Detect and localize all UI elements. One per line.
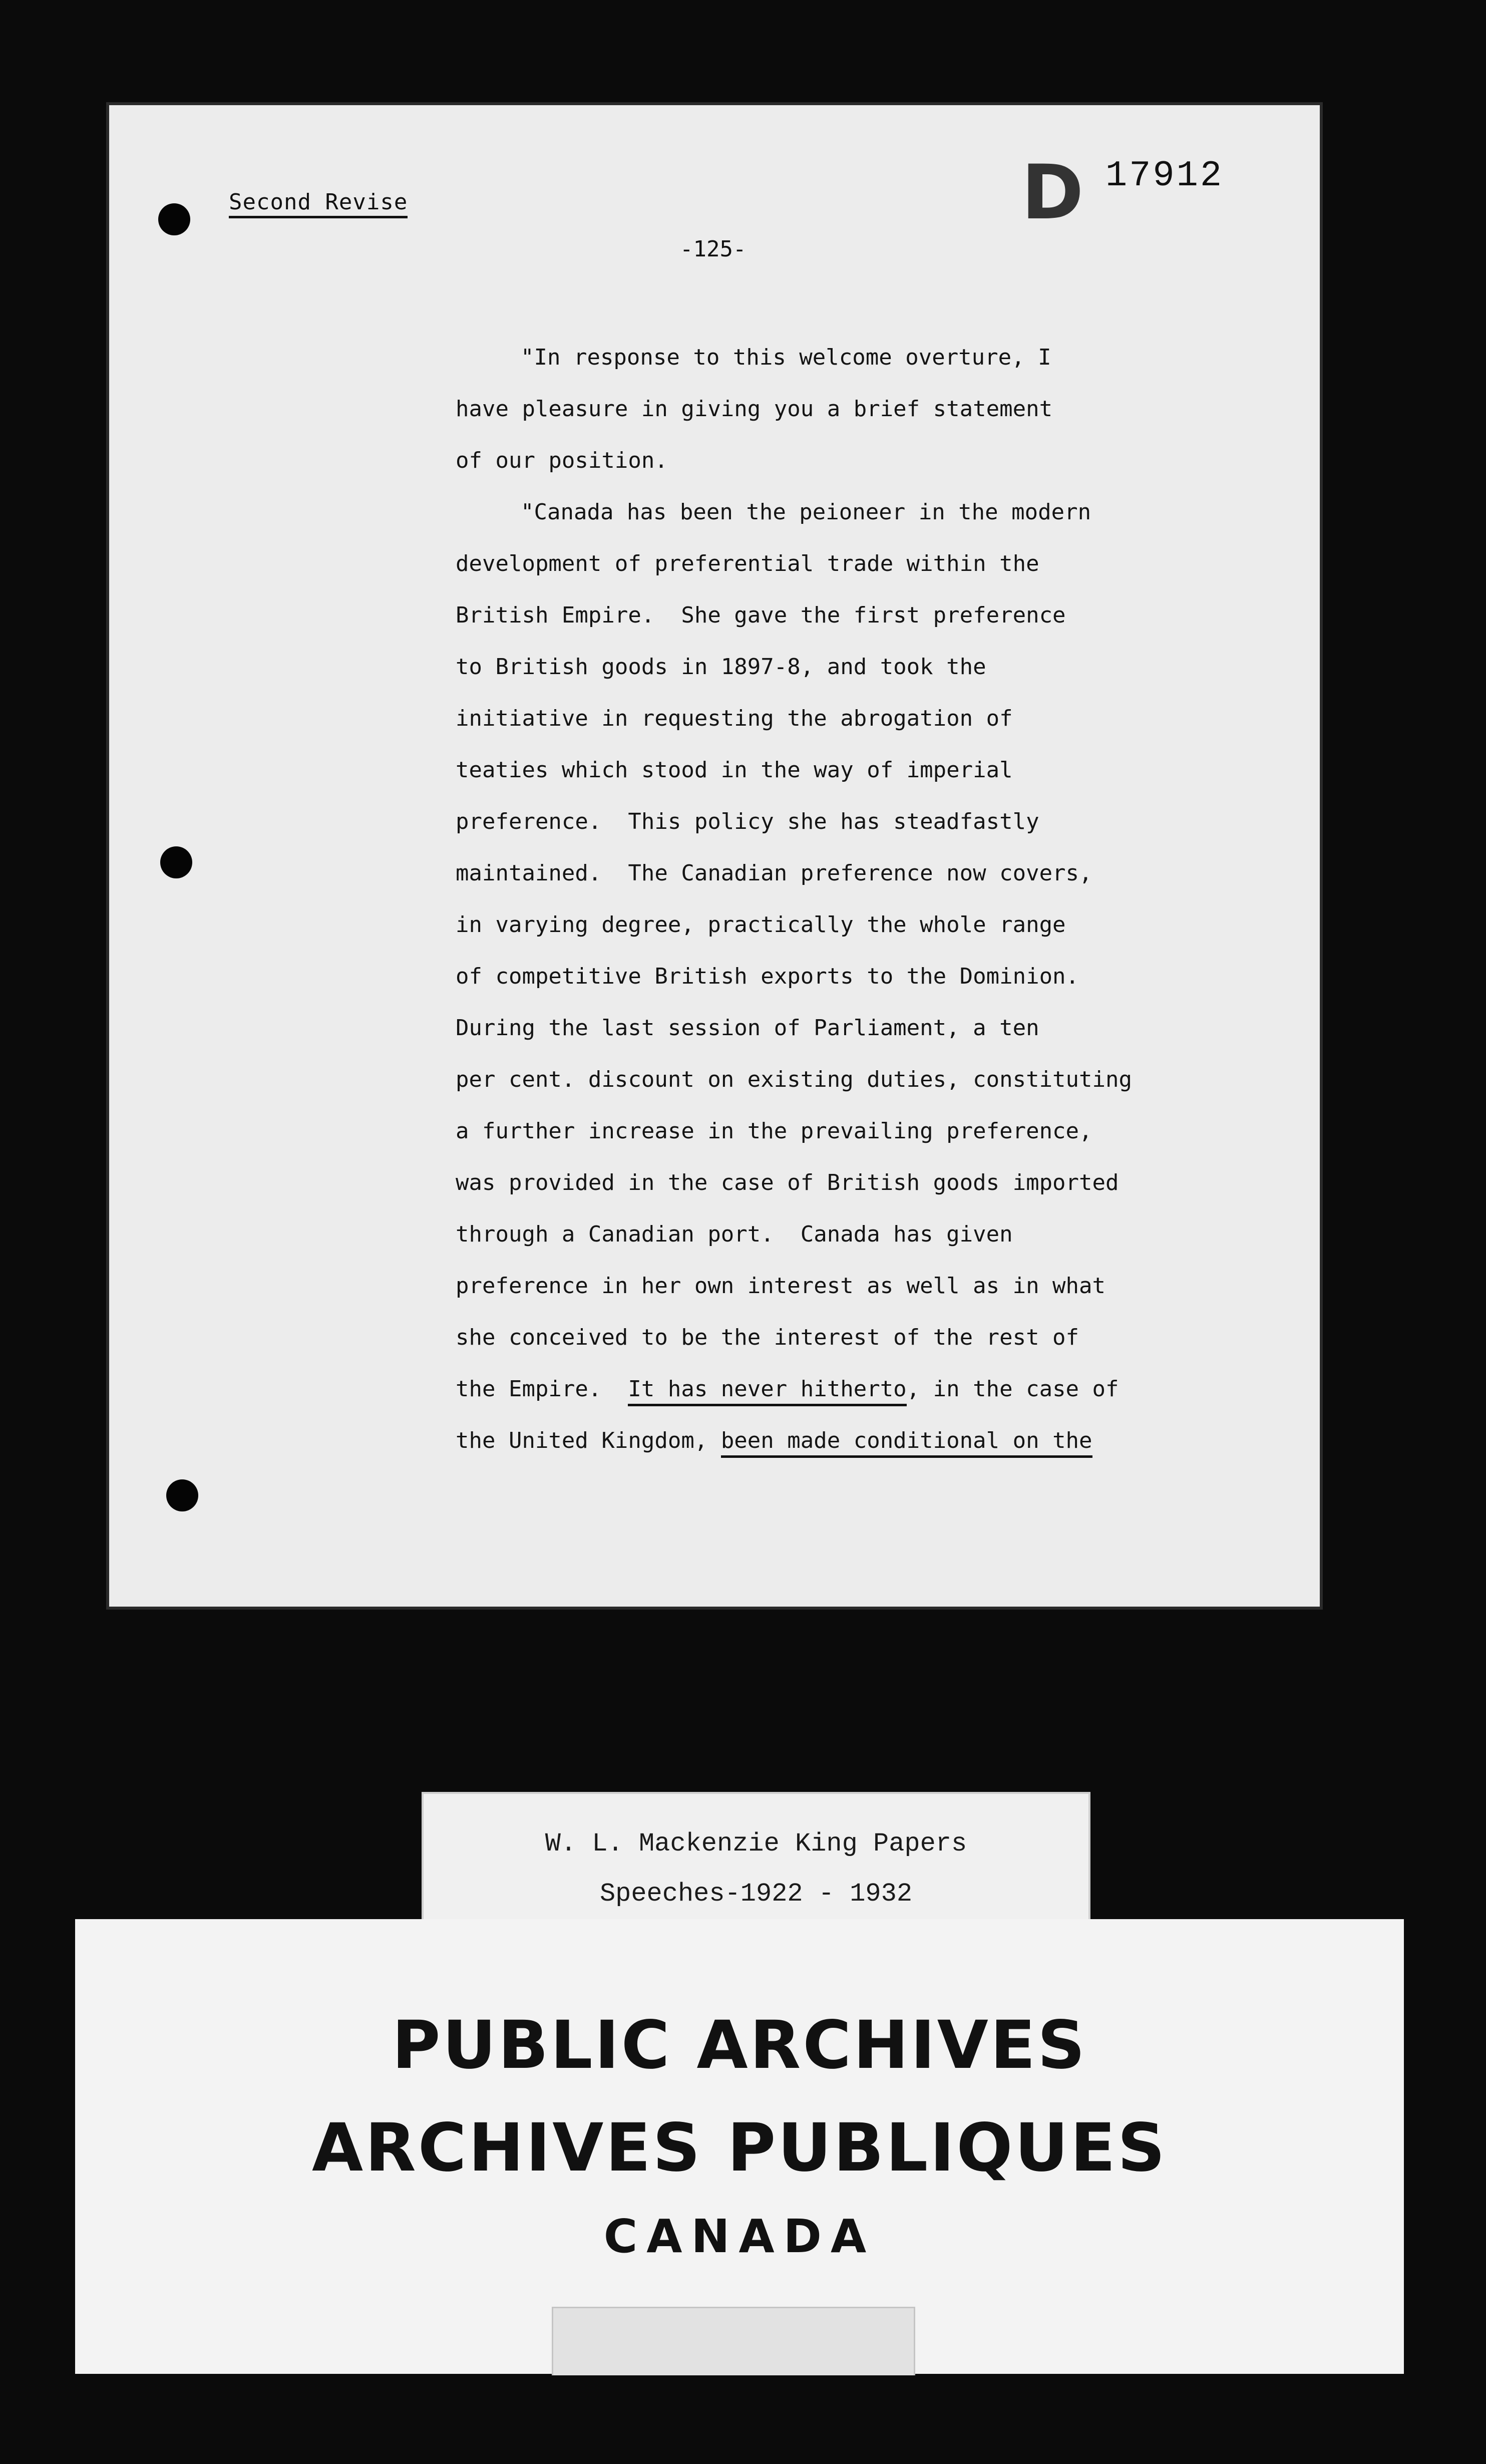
text-line: she conceived to be the interest of the rest of (456, 1325, 1079, 1350)
document-number: 17912 (1105, 155, 1224, 196)
text-line: During the last session of Parliament, a ten (456, 1015, 1039, 1041)
text-line: was provided in the case of British goods imported (456, 1170, 1119, 1195)
text-line-underlined (456, 1363, 1237, 1415)
collection-series: Speeches-1922 - 1932 (599, 1879, 913, 1909)
text-line: have pleasure in giving you a brief statement (456, 396, 1053, 422)
punch-hole-bottom (166, 1479, 198, 1511)
text-line: teaties which stood in the way of imperial (456, 757, 1013, 783)
text-line: "Canada has been the peioneer in the modern (521, 499, 1091, 525)
page-number: -125- (680, 236, 747, 262)
collection-name: W. L. Mackenzie King Papers (545, 1829, 967, 1859)
text-line: development of preferential trade within the (456, 551, 1039, 576)
typed-text-body (456, 332, 1237, 1466)
text-line: per cent. discount on existing duties, constituting (456, 1067, 1133, 1092)
text-line: of our position. (456, 448, 668, 473)
archives-country: CANADA (603, 2210, 876, 2263)
text-line: preference in her own interest as well as in what (456, 1273, 1106, 1299)
archives-card (75, 1919, 1404, 2374)
stamp-letter: D (1021, 149, 1084, 236)
card-tab (552, 2307, 915, 2375)
document-page (109, 105, 1320, 1607)
punch-hole-top (158, 203, 190, 235)
punch-hole-middle (160, 846, 192, 878)
text-line: maintained. The Canadian preference now covers, (456, 860, 1092, 886)
underlined-phrase: It has never hitherto (628, 1376, 906, 1406)
text-line: British Empire. She gave the first preference (456, 602, 1066, 628)
revise-label: Second Revise (229, 189, 408, 218)
text-line: of competitive British exports to the Dominion. (456, 964, 1079, 989)
text-line: a further increase in the prevailing preference, (456, 1118, 1092, 1144)
text-line: through a Canadian port. Canada has given (456, 1221, 1013, 1247)
text-fragment: the United Kingdom, (456, 1428, 721, 1453)
text-line: "In response to this welcome overture, I (521, 345, 1051, 370)
text-fragment: , in the case of (906, 1376, 1119, 1402)
underlined-phrase: been made conditional on the (721, 1428, 1092, 1458)
archives-title-en: PUBLIC ARCHIVES (392, 2007, 1087, 2084)
collection-label (424, 1794, 1088, 1935)
text-line-underlined (456, 1415, 1237, 1466)
archives-title-fr: ARCHIVES PUBLIQUES (311, 2109, 1167, 2187)
text-line: preference. This policy she has steadfastly (456, 809, 1039, 834)
text-line: to British goods in 1897-8, and took the (456, 654, 986, 680)
text-line: in varying degree, practically the whole range (456, 912, 1066, 938)
text-line: initiative in requesting the abrogation of (456, 706, 1013, 731)
text-fragment: the Empire. (456, 1376, 628, 1402)
